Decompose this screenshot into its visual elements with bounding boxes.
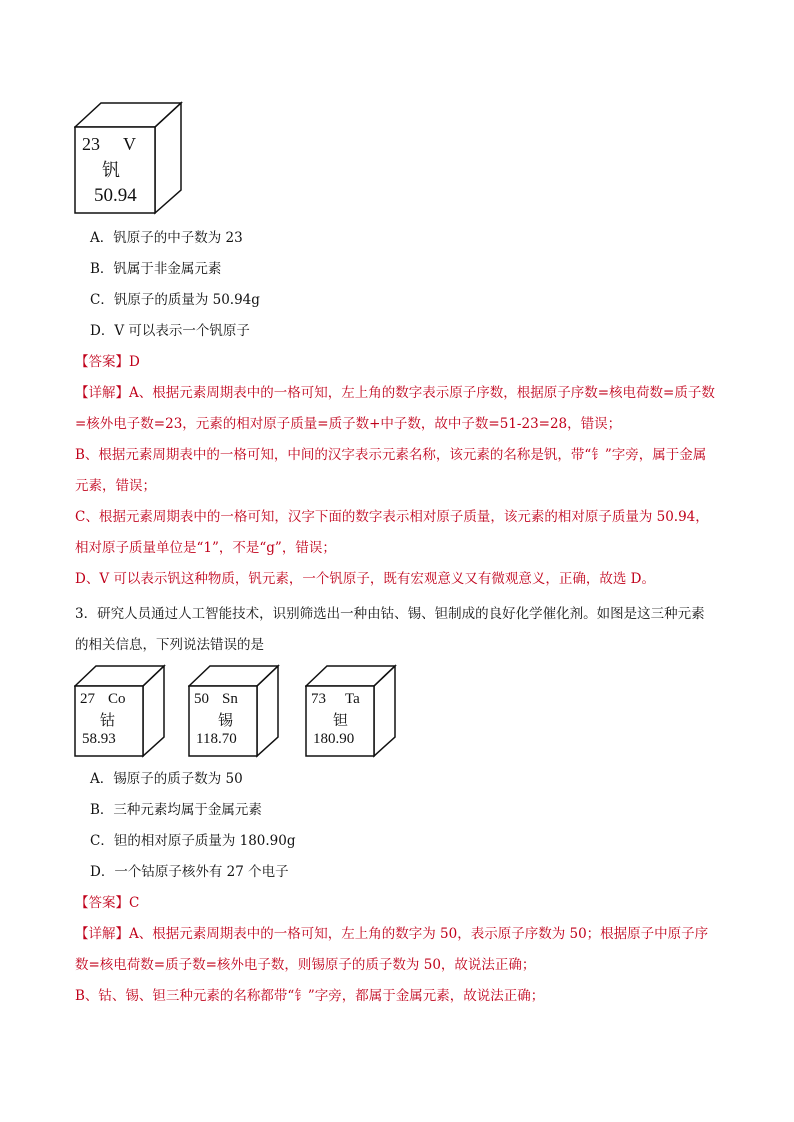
option-c: C．钒原子的质量为 50.94g xyxy=(90,292,260,308)
option-c: C．钽的相对原子质量为 180.90g xyxy=(90,833,296,849)
explanation-line: C、根据元素周期表中的一格可知，汉字下面的数字表示相对原子质量，该元素的相对原子质量为 50.94， xyxy=(75,509,709,525)
option-d: D．一个钴原子核外有 27 个电子 xyxy=(90,864,289,880)
explanation-line: B、根据元素周期表中的一格可知，中间的汉字表示元素名称，该元素的名称是钒，带“钅”字旁，属于金属 xyxy=(75,447,707,463)
option-b: B．三种元素均属于金属元素 xyxy=(90,802,262,818)
element-tile-tantalum xyxy=(305,664,397,758)
explanation-line: 数=核电荷数=质子数=核外电子数，则锡原子的质子数为 50，故说法正确； xyxy=(75,957,536,973)
atomic-mass: 180.90 xyxy=(313,731,355,747)
element-tile-cobalt xyxy=(74,664,166,758)
answer-label: 【答案】D xyxy=(75,354,140,370)
option-a: A．钒原子的中子数为 23 xyxy=(90,230,243,246)
atomic-number: 73 xyxy=(311,691,326,707)
element-tile-tin xyxy=(188,664,280,758)
explanation-line: 【详解】A、根据元素周期表中的一格可知，左上角的数字为 50，表示原子序数为 50；根据原子中原子序 xyxy=(75,926,709,942)
element-name: 钽 xyxy=(333,711,349,729)
option-b: B．钒属于非金属元素 xyxy=(90,261,222,277)
atomic-number: 27 xyxy=(80,691,95,707)
atomic-mass: 118.70 xyxy=(196,731,237,747)
question-stem: 的相关信息，下列说法错误的是 xyxy=(75,637,264,653)
atomic-mass: 58.93 xyxy=(82,731,116,747)
element-name: 钒 xyxy=(102,160,120,181)
explanation-line: D、V 可以表示钒这种物质，钒元素，一个钒原子，既有宏观意义又有微观意义，正确，故选 D。 xyxy=(75,571,655,587)
element-tile-vanadium xyxy=(74,100,184,215)
element-symbol: V xyxy=(123,134,136,154)
element-name: 锡 xyxy=(218,711,234,729)
answer-label: 【答案】C xyxy=(75,895,140,911)
atomic-number: 23 xyxy=(82,134,100,154)
explanation-line: 元素，错误； xyxy=(75,478,156,494)
element-name: 钴 xyxy=(100,711,116,729)
element-symbol: Co xyxy=(108,691,126,707)
option-a: A．锡原子的质子数为 50 xyxy=(90,771,243,787)
explanation-line: 相对原子质量单位是“1”，不是“g”，错误； xyxy=(75,540,336,556)
explanation-line: =核外电子数=23，元素的相对原子质量=质子数+中子数，故中子数=51-23=28，错误； xyxy=(75,416,622,432)
element-symbol: Sn xyxy=(222,691,238,707)
question-stem: 3．研究人员通过人工智能技术，识别筛选出一种由钴、锡、钽制成的良好化学催化剂。如图是这三种元素 xyxy=(75,606,705,622)
atomic-number: 50 xyxy=(194,691,209,707)
element-symbol: Ta xyxy=(345,691,360,707)
atomic-mass: 50.94 xyxy=(94,185,137,206)
explanation-line: B、钴、锡、钽三种元素的名称都带“钅”字旁，都属于金属元素，故说法正确； xyxy=(75,988,545,1004)
option-d: D．V 可以表示一个钒原子 xyxy=(90,323,250,339)
explanation-line: 【详解】A、根据元素周期表中的一格可知，左上角的数字表示原子序数，根据原子序数=核电荷数=质子数 xyxy=(75,385,715,401)
